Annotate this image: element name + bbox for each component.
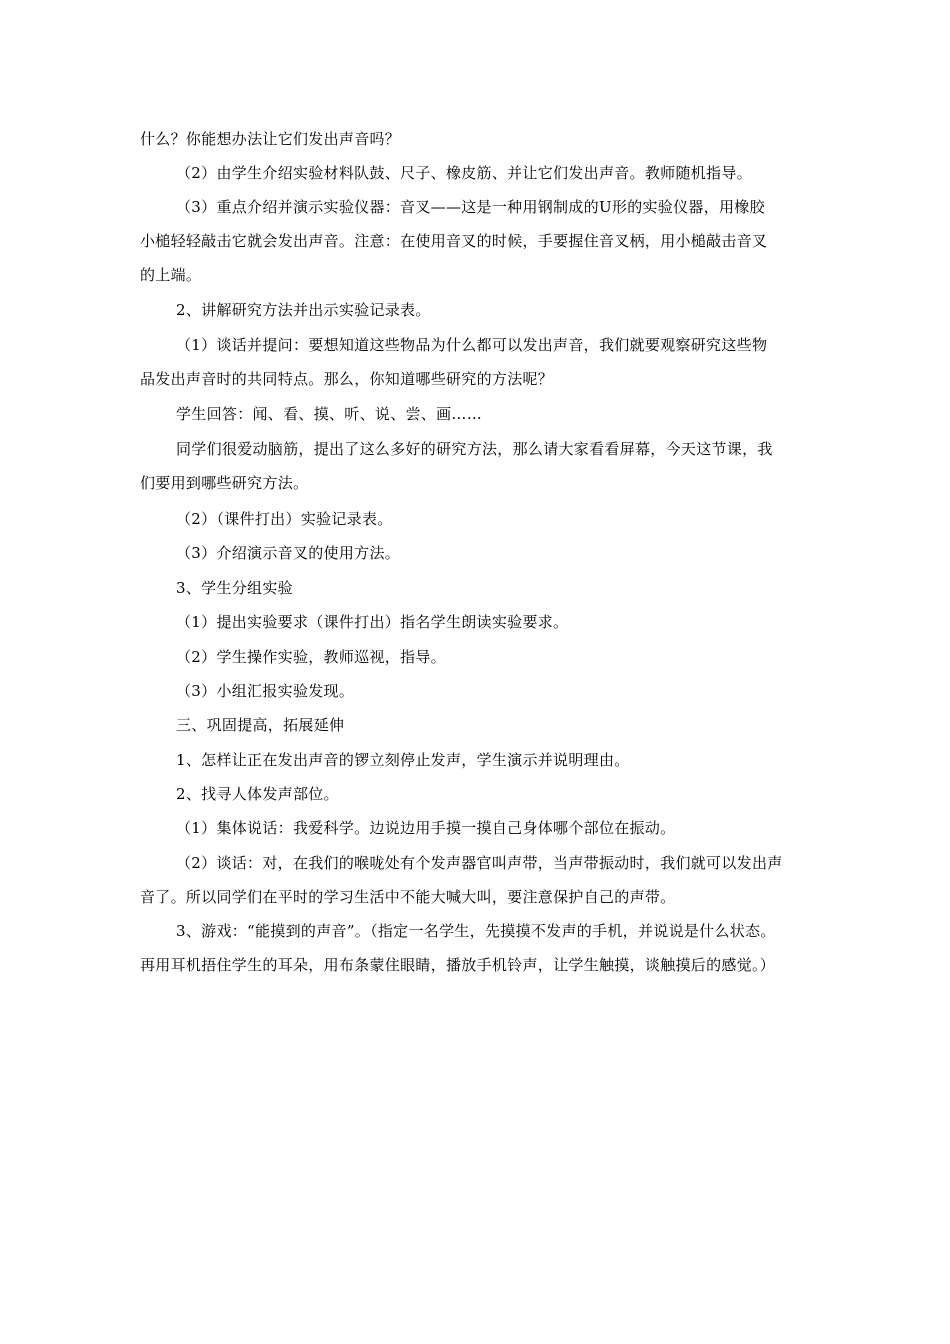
text-line: 学生回答：闻、看、摸、听、说、尝、画……	[176, 405, 483, 423]
paragraph-collective-speech	[140, 811, 820, 845]
text-line: 什么？你能想办法让它们发出声音吗？	[140, 130, 401, 148]
paragraph-discussion	[140, 328, 820, 396]
paragraph-praise	[140, 432, 820, 500]
text-line: （2）（课件打出）实验记录表。	[176, 510, 393, 528]
text-line: 3、游戏：“能摸到的声音”。（指定一名学生，先摸摸不发声的手机，并说说是什么状态。	[176, 922, 776, 940]
paragraph-vocal-cords	[140, 846, 820, 914]
text-line: 2、找寻人体发声部位。	[176, 785, 339, 803]
text-line: 品发出声音时的共同特点。那么，你知道哪些研究的方法呢？	[140, 370, 554, 388]
text-line: 的上端。	[140, 266, 202, 284]
text-line: 音了。所以同学们在平时的学习生活中不能大喊大叫，要注意保护自己的声带。	[140, 888, 676, 906]
text-line: （1）集体说话：我爱科学。边说边用手摸一摸自己身体哪个部位在振动。	[176, 819, 676, 837]
paragraph-demo-method	[140, 536, 820, 570]
paragraph-game	[140, 914, 820, 982]
text-line: 1、怎样让正在发出声音的锣立刻停止发声，学生演示并说明理由。	[176, 751, 630, 769]
paragraph-gong	[140, 743, 820, 777]
paragraph-record-table	[140, 502, 820, 536]
section-heading-research-methods	[140, 293, 820, 327]
text-line: （2）谈话：对，在我们的喉咙处有个发声器官叫声带，当声带振动时，我们就可以发出声	[176, 854, 783, 872]
section-heading-group-experiment	[140, 571, 820, 605]
paragraph-tuning-fork	[140, 190, 820, 292]
text-line: （3）小组汇报实验发现。	[176, 682, 355, 700]
paragraph-requirements	[140, 605, 820, 639]
text-line: 2、讲解研究方法并出示实验记录表。	[176, 301, 431, 319]
paragraph-student-answer	[140, 397, 820, 431]
text-line: （3）重点介绍并演示实验仪器：音叉——这是一种用钢制成的U形的实验仪器，用橡胶	[176, 198, 765, 216]
text-line: （1）提出实验要求（课件打出）指名学生朗读实验要求。	[176, 613, 569, 631]
paragraph-report	[140, 674, 820, 708]
text-line: （2）学生操作实验，教师巡视，指导。	[176, 648, 446, 666]
paragraph-materials	[140, 156, 820, 190]
paragraph-body-sound	[140, 777, 820, 811]
paragraph-question	[140, 122, 820, 156]
text-line: 同学们很爱动脑筋，提出了这么多好的研究方法，那么请大家看看屏幕，今天这节课，我	[176, 440, 773, 458]
text-line: （1）谈话并提问：要想知道这些物品为什么都可以发出声音，我们就要观察研究这些物	[176, 336, 768, 354]
text-line: 3、学生分组实验	[176, 579, 293, 597]
section-heading-consolidation	[140, 708, 820, 742]
text-line: 三、巩固提高，拓展延伸	[176, 716, 345, 734]
text-line: 再用耳机捂住学生的耳朵，用布条蒙住眼睛，播放手机铃声，让学生触摸，谈触摸后的感觉。）	[140, 956, 776, 974]
text-line: （2）由学生介绍实验材料队鼓、尺子、橡皮筋、并让它们发出声音。教师随机指导。	[176, 164, 752, 182]
text-line: （3）介绍演示音叉的使用方法。	[176, 544, 401, 562]
paragraph-operation	[140, 640, 820, 674]
text-line: 们要用到哪些研究方法。	[140, 474, 309, 492]
text-line: 小槌轻轻敲击它就会发出声音。注意：在使用音叉的时候，手要握住音叉柄，用小槌敲击音叉	[140, 232, 768, 250]
